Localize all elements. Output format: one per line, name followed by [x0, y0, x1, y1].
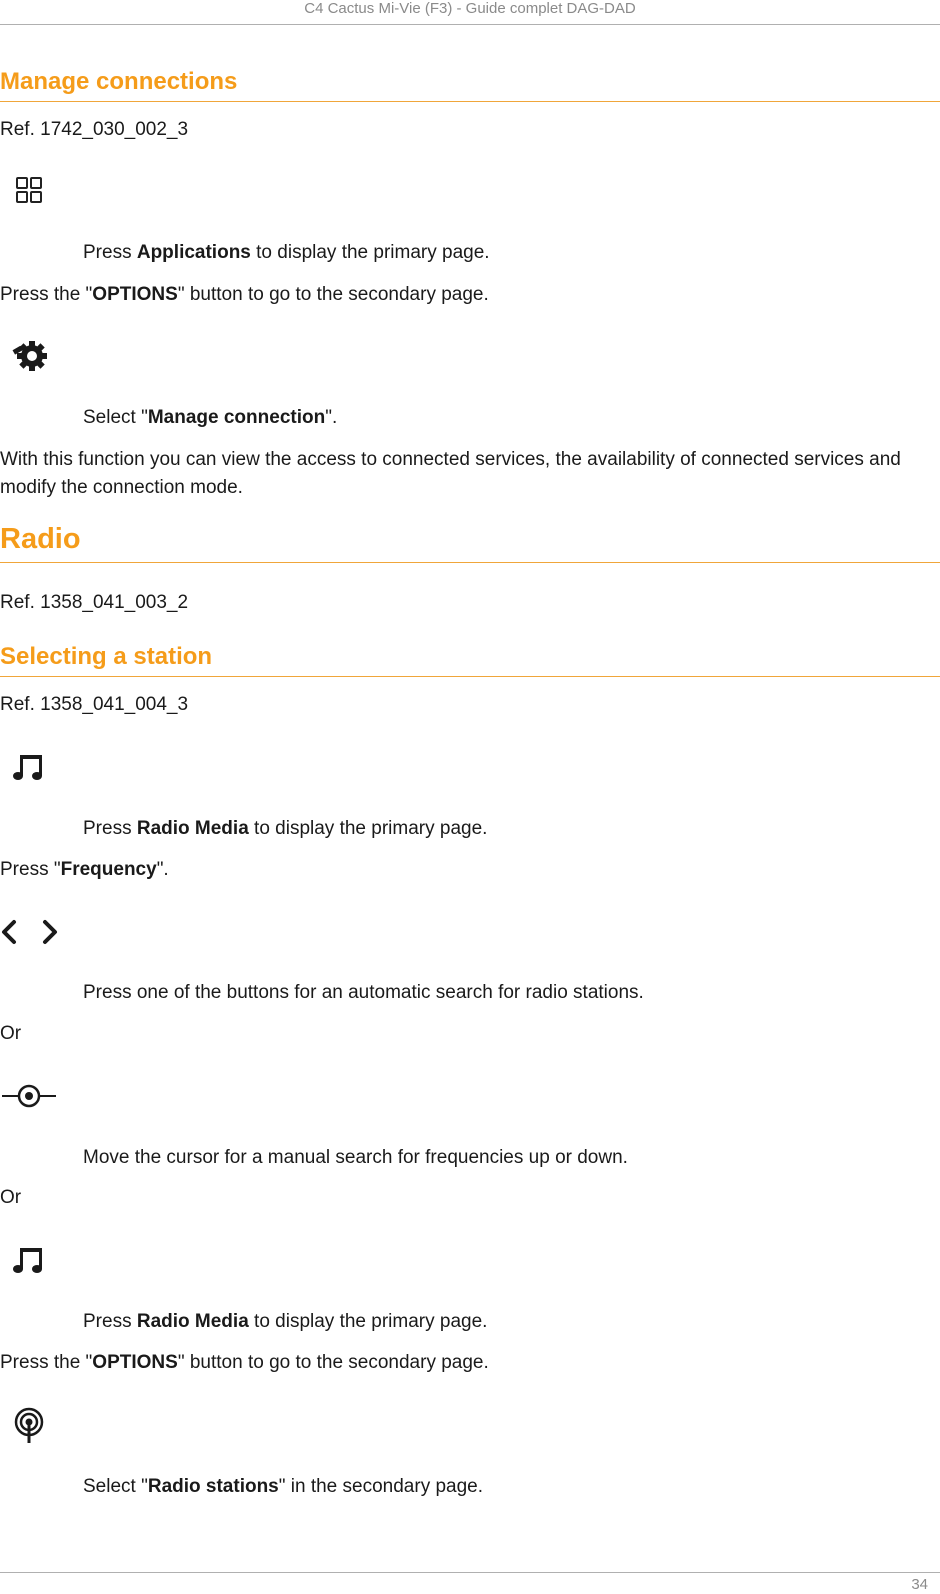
slider-cursor-icon — [2, 1082, 56, 1110]
step-automatic-search: Press one of the buttons for an automatic search for radio stations. — [83, 982, 644, 1003]
page-number: 34 — [911, 1576, 928, 1593]
applications-grid-icon — [16, 177, 42, 203]
ref-station: Ref. 1358_041_004_3 — [0, 694, 189, 715]
or-1: Or — [0, 1023, 22, 1044]
step-press-options: Press the "OPTIONS" button to go to the secondary page. — [0, 284, 489, 305]
ref-manage: Ref. 1742_030_002_3 — [0, 119, 189, 140]
heading-selecting-station: Selecting a station — [0, 642, 940, 677]
step-press-options-2: Press the "OPTIONS" button to go to the secondary page. — [0, 1352, 489, 1373]
step-manual-search: Move the cursor for a manual search for frequencies up or down. — [83, 1147, 628, 1168]
radio-antenna-icon — [12, 1407, 46, 1443]
step-press-frequency: Press "Frequency". — [0, 859, 169, 880]
page-footer — [0, 1572, 940, 1594]
music-note-icon — [12, 1245, 46, 1275]
heading-radio: Radio — [0, 522, 940, 563]
heading-manage-connections: Manage connections — [0, 67, 940, 102]
header-title: C4 Cactus Mi-Vie (F3) - Guide complet DAG-DAD — [304, 0, 636, 17]
music-note-icon — [12, 752, 46, 782]
manage-description: With this function you can view the access to connected services, the availability of connected services and modify the connection mode. — [0, 449, 901, 498]
left-right-arrows-icon — [0, 917, 62, 947]
step-press-applications: Press Applications to display the primary page. — [83, 242, 490, 263]
ref-radio: Ref. 1358_041_003_2 — [0, 592, 189, 613]
step-select-manage-connection: Select "Manage connection". — [83, 407, 338, 428]
gear-icon — [10, 339, 50, 373]
step-press-radio-media-2: Press Radio Media to display the primary page. — [83, 1311, 488, 1332]
step-press-radio-media: Press Radio Media to display the primary page. — [83, 818, 488, 839]
step-select-radio-stations: Select "Radio stations" in the secondary page. — [83, 1476, 484, 1497]
or-2: Or — [0, 1187, 22, 1208]
page-header — [0, 0, 940, 25]
